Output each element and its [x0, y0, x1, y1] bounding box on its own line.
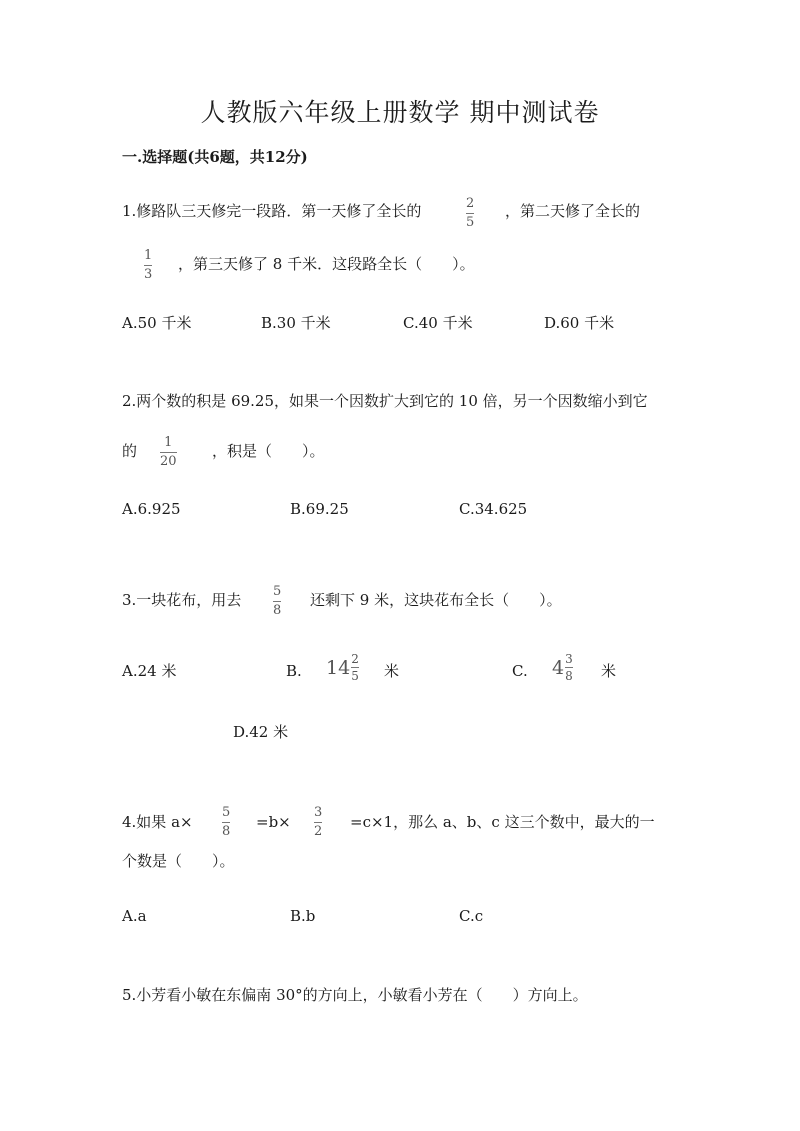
q2-line2-b: ，积是（ ）。 — [212, 442, 325, 460]
mixed-denominator: 8 — [565, 669, 573, 683]
mixed-fraction — [351, 653, 359, 682]
q4-fraction-2 — [314, 806, 322, 839]
fraction-bar — [466, 213, 474, 214]
q2-frac-numerator: 1 — [164, 435, 173, 450]
q2-option-b[interactable]: B.69.25 — [290, 500, 349, 518]
q3-option-c-label[interactable]: C. — [512, 662, 528, 680]
q2-frac-denominator: 20 — [160, 454, 177, 469]
q5-line1: 5.小芳看小敏在东偏南 30°的方向上，小敏看小芳在（ ）方向上。 — [122, 986, 588, 1004]
q3-option-b-unit: 米 — [384, 662, 400, 680]
q4-option-b[interactable]: B.b — [290, 907, 316, 925]
q1-option-b[interactable]: B.30 千米 — [261, 314, 331, 332]
q4-frac1-denominator: 8 — [222, 824, 231, 839]
q2-fraction — [160, 436, 177, 469]
q1-frac2-numerator: 1 — [144, 248, 153, 263]
q4-option-c[interactable]: C.c — [459, 907, 484, 925]
q1-frac1-numerator: 2 — [466, 196, 475, 211]
q3-fraction — [273, 585, 281, 618]
q1-line1-a: 1.修路队三天修完一段路．第一天修了全长的 — [122, 202, 422, 220]
q1-line1-b: ，第二天修了全长的 — [505, 202, 641, 220]
q4-line1-a: 4.如果 a× — [122, 813, 193, 831]
q3-option-b-mixed-number — [326, 653, 359, 682]
q4-line1-c: =c×1，那么 a、b、c 这三个数中，最大的一 — [350, 813, 655, 831]
mixed-numerator: 2 — [351, 652, 359, 666]
page-title: 人教版六年级上册数学 期中测试卷 — [200, 98, 600, 127]
fraction-bar — [314, 822, 322, 823]
fraction-bar — [273, 601, 281, 602]
q1-line2: ，第三天修了 8 千米．这段路全长（ ）。 — [178, 255, 475, 273]
fraction-bar — [144, 265, 152, 266]
q1-option-c[interactable]: C.40 千米 — [403, 314, 473, 332]
q3-option-c-mixed-number — [552, 653, 573, 682]
q3-option-b-label[interactable]: B. — [286, 662, 302, 680]
fraction-bar — [565, 667, 573, 668]
fraction-bar — [351, 667, 359, 668]
section-heading: 一.选择题(共6题，共12分) — [122, 148, 308, 166]
q4-line2: 个数是（ ）。 — [122, 852, 235, 870]
q1-fraction-2 — [144, 249, 152, 282]
q3-line1-a: 3.一块花布，用去 — [122, 591, 242, 609]
q1-fraction-1 — [466, 197, 474, 230]
q3-option-d[interactable]: D.42 米 — [233, 723, 289, 741]
q3-line1-b: 还剩下 9 米，这块花布全长（ ）。 — [310, 591, 562, 609]
q3-frac-numerator: 5 — [273, 584, 282, 599]
fraction-bar — [160, 452, 177, 453]
q3-frac-denominator: 8 — [273, 603, 282, 618]
q2-option-a[interactable]: A.6.925 — [122, 500, 181, 518]
mixed-numerator: 3 — [565, 652, 573, 666]
q1-frac1-denominator: 5 — [466, 215, 475, 230]
q4-fraction-1 — [222, 806, 230, 839]
mixed-denominator: 5 — [351, 669, 359, 683]
mixed-fraction — [565, 653, 573, 682]
q4-frac1-numerator: 5 — [222, 805, 231, 820]
mixed-whole: 4 — [552, 656, 565, 679]
mixed-whole: 14 — [326, 656, 351, 679]
q2-option-c[interactable]: C.34.625 — [459, 500, 528, 518]
q1-frac2-denominator: 3 — [144, 267, 153, 282]
q1-option-d[interactable]: D.60 千米 — [544, 314, 615, 332]
q4-frac2-denominator: 2 — [314, 824, 323, 839]
fraction-bar — [222, 822, 230, 823]
q3-option-c-unit: 米 — [601, 662, 617, 680]
q4-frac2-numerator: 3 — [314, 805, 323, 820]
q4-option-a[interactable]: A.a — [122, 907, 147, 925]
q3-option-a[interactable]: A.24 米 — [122, 662, 177, 680]
q1-option-a[interactable]: A.50 千米 — [122, 314, 192, 332]
q2-line2-a: 的 — [122, 442, 138, 460]
q2-line1: 2.两个数的积是 69.25，如果一个因数扩大到它的 10 倍，另一个因数缩小到它 — [122, 392, 648, 410]
q4-line1-b: =b× — [256, 813, 291, 831]
